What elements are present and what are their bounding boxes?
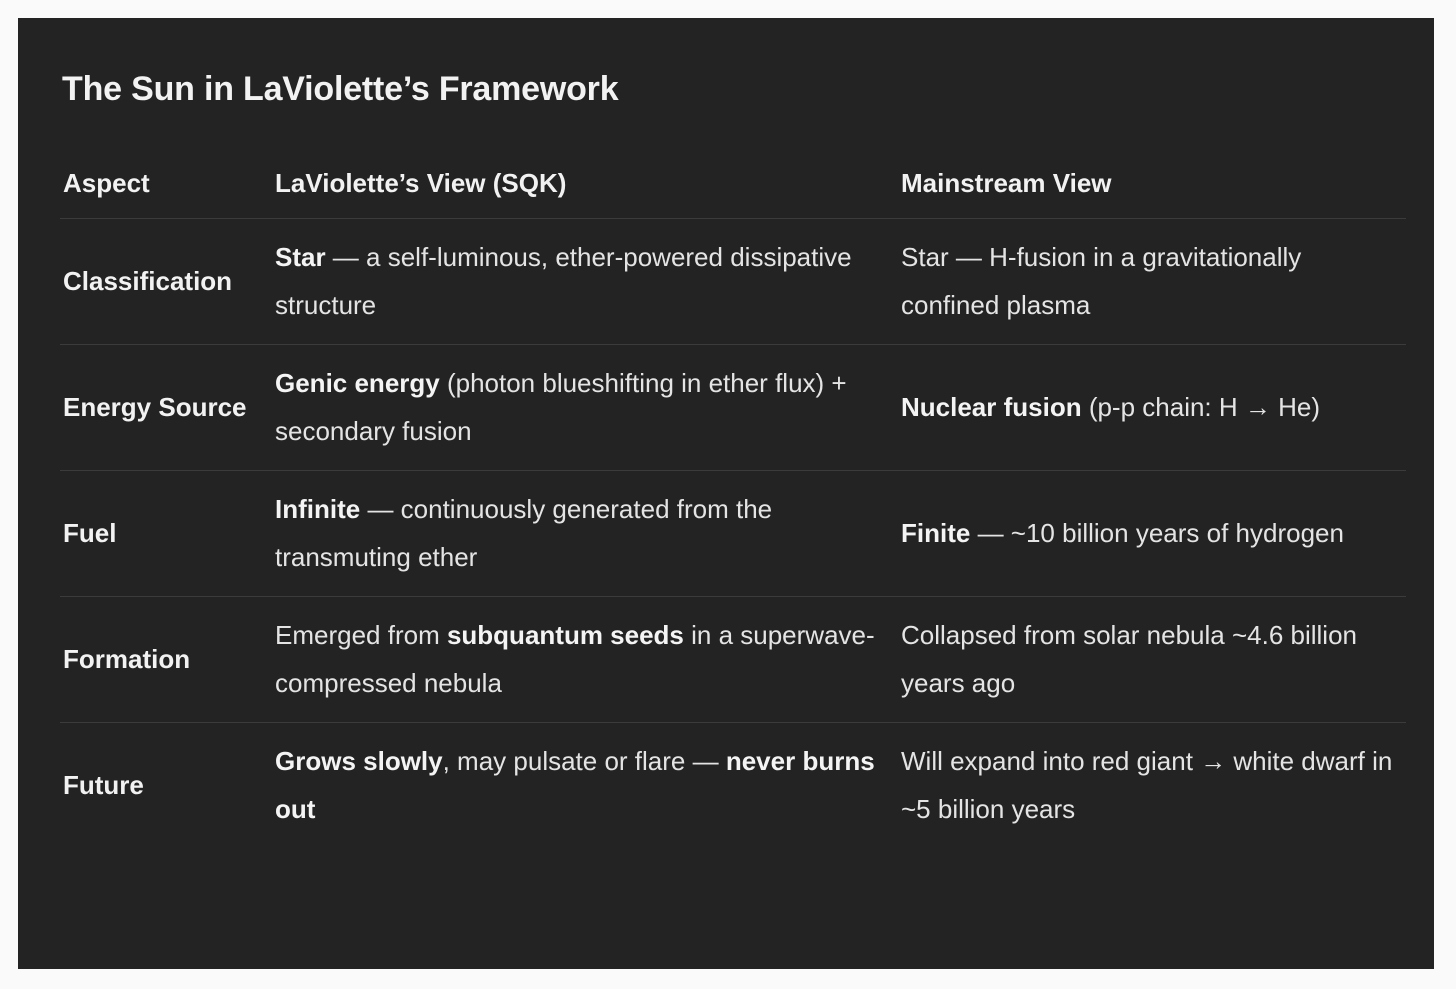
column-header-sqk: LaViolette’s View (SQK) <box>272 148 898 219</box>
table-row <box>60 345 1406 471</box>
emphasis-text: never burns out <box>275 746 875 824</box>
comparison-table <box>60 148 1406 848</box>
sqk-cell <box>272 471 898 597</box>
emphasis-text: Genic energy <box>275 368 440 398</box>
emphasis-text: Infinite <box>275 494 361 524</box>
emphasis-text: Nuclear fusion <box>901 392 1082 422</box>
page-title: The Sun in LaViolette’s Framework <box>62 70 619 108</box>
row-aspect-energy-source: Energy Source <box>60 345 272 471</box>
cell-text: Emerged from <box>275 620 447 650</box>
table-row <box>60 723 1406 849</box>
row-aspect-future: Future <box>63 770 144 800</box>
row-aspect-formation: Formation <box>60 597 272 723</box>
cell-text: Collapsed from solar nebula ~4.6 billion years ago <box>901 620 1357 698</box>
emphasis-text: Grows slowly <box>275 746 443 776</box>
emphasis-text: subquantum seeds <box>446 620 684 650</box>
table-row <box>60 219 1406 345</box>
cell-text: — continuously generated from the transmuting ether <box>275 494 773 572</box>
table-header-row <box>60 148 1406 219</box>
mainstream-cell <box>898 471 1406 597</box>
cell-text: — a self-luminous, ether-powered dissipative structure <box>275 242 852 320</box>
emphasis-text: Finite <box>901 518 971 548</box>
mainstream-cell <box>898 345 1406 471</box>
column-header-aspect: Aspect <box>60 148 272 219</box>
cell-text: (p-p chain: H → He) <box>1081 392 1320 422</box>
emphasis-text: Star <box>275 242 326 272</box>
mainstream-cell <box>898 597 1406 723</box>
sqk-cell <box>272 219 898 345</box>
cell-text: — ~10 billion years of hydrogen <box>970 518 1344 548</box>
sqk-cell <box>272 723 898 849</box>
column-header-mainstream: Mainstream View <box>898 148 1406 219</box>
mainstream-cell <box>898 723 1406 849</box>
row-aspect-fuel: Fuel <box>60 471 272 597</box>
cell-text: Star — H-fusion in a gravitationally confined plasma <box>901 242 1302 320</box>
table-row <box>60 597 1406 723</box>
cell-text: Will expand into red giant → white dwarf in ~5 billion years <box>901 746 1393 824</box>
cell-text: (photon blueshifting in ether flux) + secondary fusion <box>275 368 847 446</box>
row-aspect-classification: Classification <box>60 219 272 345</box>
sqk-cell <box>272 345 898 471</box>
comparison-panel <box>18 18 1434 969</box>
cell-text: , may pulsate or flare — <box>442 746 726 776</box>
table-row <box>60 471 1406 597</box>
mainstream-cell <box>898 219 1406 345</box>
sqk-cell <box>272 597 898 723</box>
cell-text: in a superwave-compressed nebula <box>275 620 875 698</box>
